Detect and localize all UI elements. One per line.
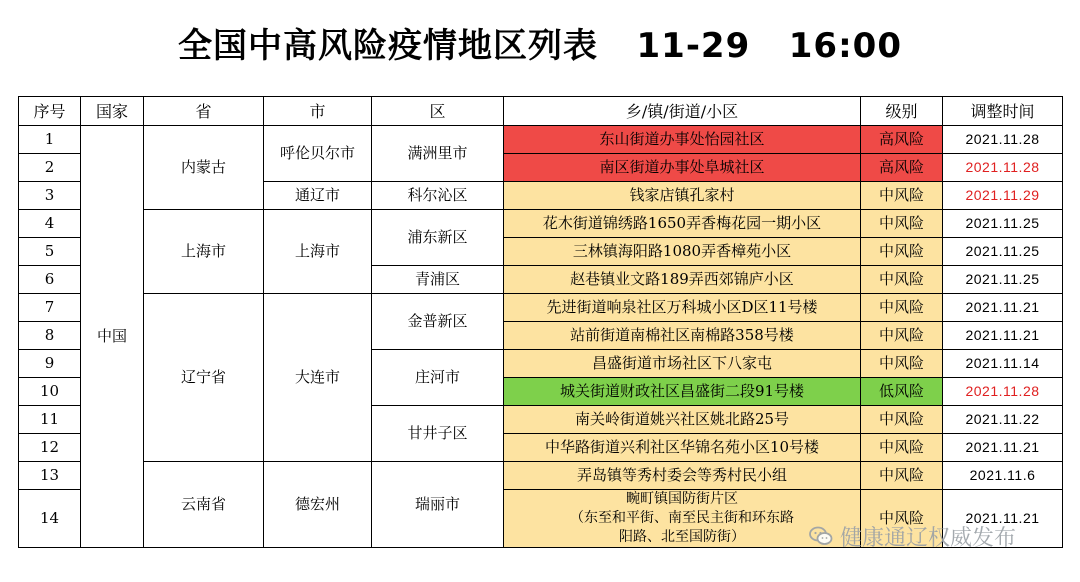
watermark-text: 健康通辽权威发布 bbox=[840, 525, 1017, 551]
row-index: 1 bbox=[19, 126, 81, 154]
level-cell: 高风险 bbox=[861, 126, 943, 154]
district-cell: 甘井子区 bbox=[372, 406, 504, 462]
wechat-icon bbox=[808, 523, 834, 549]
row-index: 11 bbox=[19, 406, 81, 434]
district-cell: 科尔沁区 bbox=[372, 182, 504, 210]
row-index: 5 bbox=[19, 238, 81, 266]
date-cell: 2021.11.28 bbox=[943, 126, 1063, 154]
country-cell: 中国 bbox=[81, 126, 144, 548]
level-cell: 中风险 bbox=[861, 350, 943, 378]
province-cell: 内蒙古 bbox=[144, 126, 264, 210]
row-index: 3 bbox=[19, 182, 81, 210]
level-cell: 中风险 bbox=[861, 322, 943, 350]
area-cell: 三林镇海阳路1080弄香樟苑小区 bbox=[504, 238, 861, 266]
area-cell: 赵巷镇业文路189弄西郊锦庐小区 bbox=[504, 266, 861, 294]
date-cell: 2021.11.25 bbox=[943, 238, 1063, 266]
date-cell: 2021.11.28 bbox=[943, 154, 1063, 182]
row-index: 6 bbox=[19, 266, 81, 294]
area-cell: 南区街道办事处阜城社区 bbox=[504, 154, 861, 182]
area-cell: 城关街道财政社区昌盛街二段91号楼 bbox=[504, 378, 861, 406]
header-province: 省 bbox=[144, 97, 264, 126]
date-cell: 2021.11.21 bbox=[943, 434, 1063, 462]
row-index: 4 bbox=[19, 210, 81, 238]
level-cell: 中风险 bbox=[861, 266, 943, 294]
province-cell: 上海市 bbox=[144, 210, 264, 294]
row-index: 9 bbox=[19, 350, 81, 378]
date-cell: 2021.11.29 bbox=[943, 182, 1063, 210]
city-cell: 大连市 bbox=[264, 294, 372, 462]
area-line: 畹町镇国防街片区 bbox=[626, 491, 738, 507]
level-cell: 中风险 bbox=[861, 406, 943, 434]
area-cell: 弄岛镇等秀村委会等秀村民小组 bbox=[504, 462, 861, 490]
province-cell: 云南省 bbox=[144, 462, 264, 548]
area-line: （东至和平街、南至民主街和环东路 bbox=[570, 510, 794, 526]
table-row bbox=[19, 126, 1063, 154]
district-cell: 满洲里市 bbox=[372, 126, 504, 182]
area-cell: 昌盛街道市场社区下八家屯 bbox=[504, 350, 861, 378]
date-cell: 2021.11.14 bbox=[943, 350, 1063, 378]
level-cell: 中风险 bbox=[861, 238, 943, 266]
header-date: 调整时间 bbox=[943, 97, 1063, 126]
area-cell: 中华路街道兴利社区华锦名苑小区10号楼 bbox=[504, 434, 861, 462]
date-cell: 2021.11.21 bbox=[943, 294, 1063, 322]
district-cell: 浦东新区 bbox=[372, 210, 504, 266]
province-cell: 辽宁省 bbox=[144, 294, 264, 462]
watermark bbox=[808, 519, 1016, 553]
header-country: 国家 bbox=[81, 97, 144, 126]
level-cell: 中风险 bbox=[861, 294, 943, 322]
district-cell: 瑞丽市 bbox=[372, 462, 504, 548]
area-line: 阳路、北至国防街） bbox=[619, 529, 745, 545]
level-cell: 中风险 bbox=[861, 490, 943, 548]
table-row bbox=[19, 210, 1063, 238]
level-cell: 中风险 bbox=[861, 210, 943, 238]
table-row bbox=[19, 462, 1063, 490]
row-index: 8 bbox=[19, 322, 81, 350]
area-cell: 花木街道锦绣路1650弄香梅花园一期小区 bbox=[504, 210, 861, 238]
area-cell: 先进街道响泉社区万科城小区D区11号楼 bbox=[504, 294, 861, 322]
row-index: 14 bbox=[19, 490, 81, 548]
header-district: 区 bbox=[372, 97, 504, 126]
city-cell: 通辽市 bbox=[264, 182, 372, 210]
area-cell: 东山街道办事处怡园社区 bbox=[504, 126, 861, 154]
date-cell: 2021.11.22 bbox=[943, 406, 1063, 434]
row-index: 7 bbox=[19, 294, 81, 322]
city-cell: 德宏州 bbox=[264, 462, 372, 548]
level-cell: 高风险 bbox=[861, 154, 943, 182]
date-cell: 2021.11.25 bbox=[943, 266, 1063, 294]
header-city: 市 bbox=[264, 97, 372, 126]
level-cell: 中风险 bbox=[861, 434, 943, 462]
table-header-row bbox=[19, 97, 1063, 126]
city-cell: 呼伦贝尔市 bbox=[264, 126, 372, 182]
row-index: 2 bbox=[19, 154, 81, 182]
date-cell: 2021.11.21 bbox=[943, 490, 1063, 548]
date-cell: 2021.11.28 bbox=[943, 378, 1063, 406]
date-cell: 2021.11.21 bbox=[943, 322, 1063, 350]
header-level: 级别 bbox=[861, 97, 943, 126]
row-index: 12 bbox=[19, 434, 81, 462]
district-cell: 金普新区 bbox=[372, 294, 504, 350]
header-area: 乡/镇/街道/小区 bbox=[504, 97, 861, 126]
table-row bbox=[19, 294, 1063, 322]
row-index: 13 bbox=[19, 462, 81, 490]
risk-area-table bbox=[18, 96, 1063, 548]
page-title: 全国中高风险疫情地区列表 11-29 16:00 bbox=[178, 26, 902, 66]
date-cell: 2021.11.25 bbox=[943, 210, 1063, 238]
city-cell: 上海市 bbox=[264, 210, 372, 294]
level-cell: 中风险 bbox=[861, 462, 943, 490]
header-index: 序号 bbox=[19, 97, 81, 126]
area-cell bbox=[504, 490, 861, 548]
level-cell: 中风险 bbox=[861, 182, 943, 210]
row-index: 10 bbox=[19, 378, 81, 406]
area-cell: 南关岭街道姚兴社区姚北路25号 bbox=[504, 406, 861, 434]
date-cell: 2021.11.6 bbox=[943, 462, 1063, 490]
area-cell: 钱家店镇孔家村 bbox=[504, 182, 861, 210]
district-cell: 庄河市 bbox=[372, 350, 504, 406]
district-cell: 青浦区 bbox=[372, 266, 504, 294]
area-cell: 站前街道南棉社区南棉路358号楼 bbox=[504, 322, 861, 350]
level-cell: 低风险 bbox=[861, 378, 943, 406]
